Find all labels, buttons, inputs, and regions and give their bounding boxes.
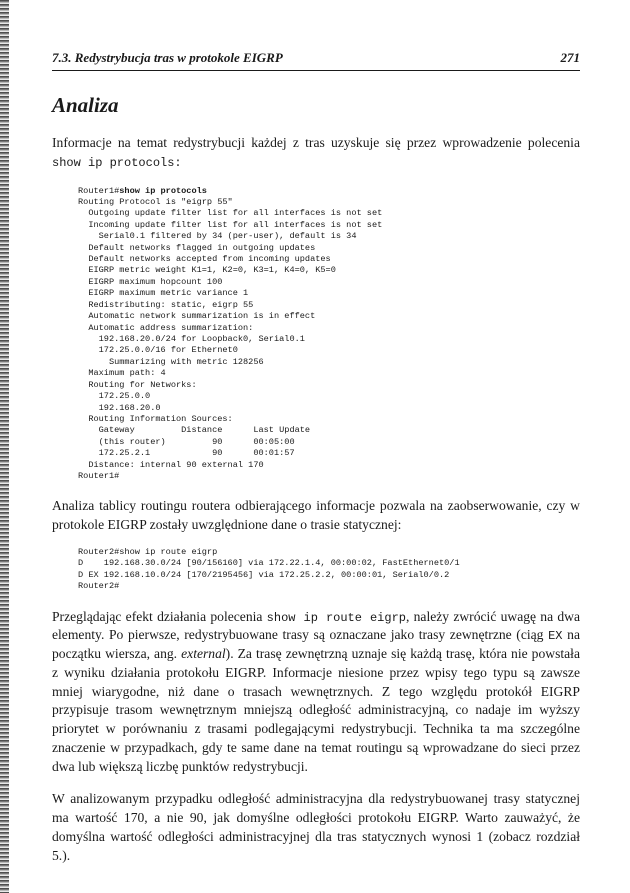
show-ip-protocols-listing [78,186,580,483]
intro-command: show ip protocols: [52,155,182,170]
paragraph-2: Analiza tablicy routingu routera odbierającego informacje pozwala na zaobserwowanie, czy w protokole EIGRP zostały uwzględnione dane o trasie statycznej: [52,498,580,533]
code1-command: show ip protocols [119,185,207,196]
p3-mid: na początku wiersza, ang. [52,627,580,662]
section-title: 7.3. Redystrybucja tras w protokole EIGRP [52,50,283,65]
running-header [52,50,580,71]
p3-rest: ). Za trasę zewnętrzną uznaje się każdą trasę, która nie powstała z wyniku działania protokołu EIGRP. Informacje niesione przez wpisy tego typu są zawsze mniej wiarygodne, niż dane o trasach wewnętrznych. Z tego względu protokół EIGRP przypisuje trasom wewnętrznym mniejszą odległość administracyjną, co nadaje im wyższy priorytet w porównaniu z trasami podlegającymi redystrybucji. Technika ta ma szczególne znaczenie w przypadkach, gdy te same dane na temat routingu są wprowadzane do sieci przez dwa lub większą liczbę punktów redystrybucji. [52,646,580,774]
code1-output: Routing Protocol is "eigrp 55" Outgoing update filter list for all interfaces is not set Incoming update filter list for all interfaces is not set Serial0.1 filtered by 34 (per-user), default is 34 Default networks flagged in outgoing updates Default networks accepted from incoming updates EIGRP metric weight K1=1, K2=0, K3=1, K4=0, K5=0 EIGRP maximum hopcount 100 EIGRP maximum metric variance 1 Redistributing: static, eigrp 55 Automatic network summarization is in effect Automatic address summarization: 192.168.20.0/24 for Loopback0, Serial0.1 172.25.0.0/16 for Ethernet0 Summarizing with metric 128256 Maximum path: 4 Routing for Networks: 172.25.0.0 192.168.20.0 Routing Information Sources: Gateway Distance Last Update (this router) 90 00:05:00 172.25.2.1 90 00:01:57 Distance: internal 90 external 170 Router1# [78,196,383,482]
page-number: 271 [560,50,580,65]
intro-text: Informacje na temat redystrybucji każdej z tras uzyskuje się przez wprowadzenie polecenia [52,135,580,150]
p3-ex-code: EX [548,629,563,644]
p3-command: show ip route eigrp [266,610,406,625]
p3-after: , należy zwrócić uwagę na dwa elementy. Po pierwsze, redystrybuowane trasy są oznaczane jako trasy zewnętrzne (ciąg [52,608,580,643]
p3-term: external [181,646,226,662]
paragraph-3 [52,608,580,777]
show-ip-route-listing: Router2#show ip route eigrp D 192.168.30.0/24 [90/156160] via 172.22.1.4, 00:00:02, FastEthernet0/1 D EX 192.168.10.0/24 [170/2195456] via 172.25.2.2, 00:00:01, Serial0/0.2 Router2# [78,546,460,592]
p3-before: Przeglądając efekt działania polecenia [52,608,263,624]
paragraph-4: W analizowanym przypadku odległość administracyjna dla redystrybuowanej trasy statycznej ma wartość 170, a nie 90, jak domyślne odległości protokołu EIGRP. Warto zauważyć, że domyślna wartość odległości administracyjnej dla tras statycznych wynosi 1 (zobacz rozdział 5.). [52,791,580,863]
page-binding-edge [0,0,9,893]
book-page [52,50,580,865]
intro-paragraph [52,134,580,172]
code1-prompt: Router1# [78,185,120,196]
section-heading: Analiza [52,93,119,117]
